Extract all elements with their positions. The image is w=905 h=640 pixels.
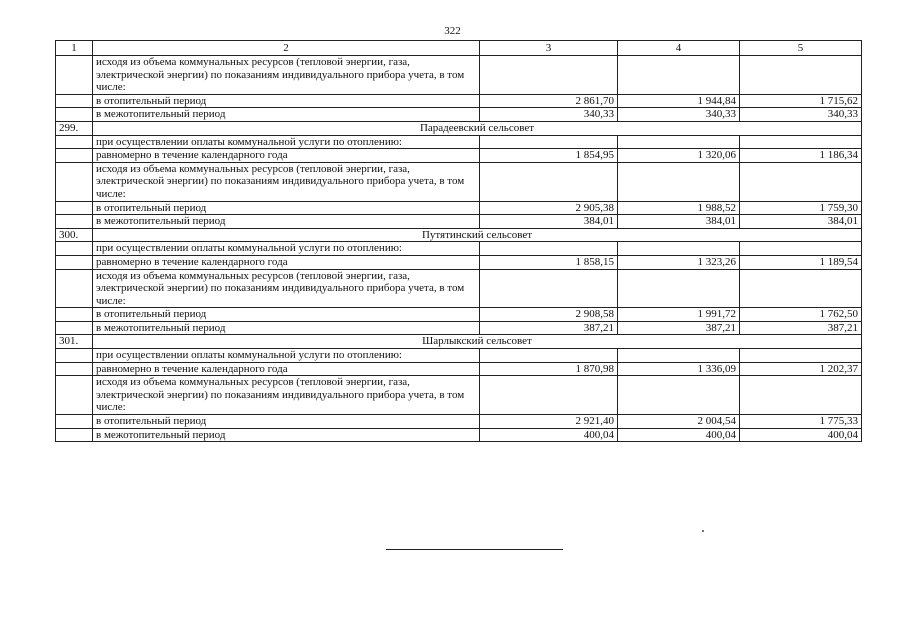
value-col-5: 387,21	[740, 321, 862, 335]
data-row	[56, 321, 862, 335]
section-number: 299.	[56, 121, 93, 135]
data-row	[56, 255, 862, 269]
row-label: в межотопительный период	[93, 428, 480, 442]
data-row	[56, 108, 862, 122]
data-row	[56, 149, 862, 163]
value-col-3	[480, 376, 618, 415]
value-col-3	[480, 242, 618, 256]
row-index-cell	[56, 415, 93, 429]
row-index-cell	[56, 255, 93, 269]
value-col-5: 340,33	[740, 108, 862, 122]
text-row	[56, 242, 862, 256]
section-row	[56, 335, 862, 349]
value-col-4: 1 323,26	[618, 255, 740, 269]
row-index-cell	[56, 428, 93, 442]
data-row	[56, 428, 862, 442]
value-col-5	[740, 349, 862, 363]
row-label: равномерно в течение календарного года	[93, 362, 480, 376]
value-col-4: 387,21	[618, 321, 740, 335]
row-label: при осуществлении оплаты коммунальной услуги по отоплению:	[93, 135, 480, 149]
row-index-cell	[56, 162, 93, 201]
value-col-3: 2 921,40	[480, 415, 618, 429]
value-col-3	[480, 269, 618, 308]
column-header-3: 3	[480, 41, 618, 56]
text-row	[56, 162, 862, 201]
text-row	[56, 56, 862, 95]
row-index-cell	[56, 269, 93, 308]
text-row	[56, 269, 862, 308]
value-col-5: 1 186,34	[740, 149, 862, 163]
value-col-4	[618, 162, 740, 201]
row-index-cell	[56, 242, 93, 256]
data-row	[56, 201, 862, 215]
value-col-3	[480, 135, 618, 149]
data-row	[56, 94, 862, 108]
row-label: в отопительный период	[93, 201, 480, 215]
value-col-3: 400,04	[480, 428, 618, 442]
row-index-cell	[56, 376, 93, 415]
row-label: равномерно в течение календарного года	[93, 255, 480, 269]
row-label: при осуществлении оплаты коммунальной услуги по отоплению:	[93, 242, 480, 256]
row-label: в межотопительный период	[93, 321, 480, 335]
value-col-3: 340,33	[480, 108, 618, 122]
value-col-4: 1 991,72	[618, 308, 740, 322]
value-col-3: 1 870,98	[480, 362, 618, 376]
value-col-4: 1 944,84	[618, 94, 740, 108]
value-col-3: 384,01	[480, 215, 618, 229]
data-row	[56, 308, 862, 322]
row-label: исходя из объема коммунальных ресурсов (тепловой энергии, газа, электрической энергии) по показаниям индивидуального прибора учета, в том числе:	[93, 269, 480, 308]
section-row	[56, 121, 862, 135]
row-label: равномерно в течение календарного года	[93, 149, 480, 163]
value-col-5	[740, 376, 862, 415]
row-label: в межотопительный период	[93, 215, 480, 229]
value-col-5: 384,01	[740, 215, 862, 229]
row-index-cell	[56, 308, 93, 322]
value-col-4	[618, 135, 740, 149]
value-col-3: 2 861,70	[480, 94, 618, 108]
section-number: 300.	[56, 228, 93, 242]
section-title: Путятинский сельсовет	[93, 228, 862, 242]
value-col-3: 2 905,38	[480, 201, 618, 215]
column-header-4: 4	[618, 41, 740, 56]
column-header-5: 5	[740, 41, 862, 56]
row-index-cell	[56, 56, 93, 95]
value-col-3: 387,21	[480, 321, 618, 335]
value-col-5: 1 775,33	[740, 415, 862, 429]
value-col-4	[618, 349, 740, 363]
text-row	[56, 349, 862, 363]
value-col-4: 400,04	[618, 428, 740, 442]
value-col-5	[740, 162, 862, 201]
section-row	[56, 228, 862, 242]
row-label: в межотопительный период	[93, 108, 480, 122]
value-col-3	[480, 349, 618, 363]
section-title: Парадеевский сельсовет	[93, 121, 862, 135]
value-col-4: 1 336,09	[618, 362, 740, 376]
value-col-3	[480, 56, 618, 95]
row-label: при осуществлении оплаты коммунальной услуги по отоплению:	[93, 349, 480, 363]
section-title: Шарлыкский сельсовет	[93, 335, 862, 349]
column-header-2: 2	[93, 41, 480, 56]
value-col-5: 1 762,50	[740, 308, 862, 322]
value-col-5: 1 189,54	[740, 255, 862, 269]
value-col-4	[618, 56, 740, 95]
row-label: исходя из объема коммунальных ресурсов (тепловой энергии, газа, электрической энергии) по показаниям индивидуального прибора учета, в том числе:	[93, 376, 480, 415]
row-index-cell	[56, 362, 93, 376]
value-col-5	[740, 269, 862, 308]
row-label: в отопительный период	[93, 415, 480, 429]
section-number: 301.	[56, 335, 93, 349]
stray-dot	[702, 530, 704, 532]
row-index-cell	[56, 108, 93, 122]
value-col-4: 340,33	[618, 108, 740, 122]
row-index-cell	[56, 94, 93, 108]
data-row	[56, 215, 862, 229]
value-col-4	[618, 269, 740, 308]
footer-divider-line	[386, 549, 563, 550]
value-col-4: 1 988,52	[618, 201, 740, 215]
value-col-3: 1 854,95	[480, 149, 618, 163]
text-row	[56, 376, 862, 415]
value-col-3: 1 858,15	[480, 255, 618, 269]
row-label: в отопительный период	[93, 308, 480, 322]
value-col-5: 1 715,62	[740, 94, 862, 108]
value-col-5: 400,04	[740, 428, 862, 442]
row-index-cell	[56, 215, 93, 229]
row-index-cell	[56, 149, 93, 163]
value-col-4	[618, 242, 740, 256]
value-col-3: 2 908,58	[480, 308, 618, 322]
column-header-1: 1	[56, 41, 93, 56]
table-header-row	[56, 41, 862, 56]
value-col-5: 1 759,30	[740, 201, 862, 215]
row-label: в отопительный период	[93, 94, 480, 108]
value-col-4	[618, 376, 740, 415]
value-col-5	[740, 56, 862, 95]
value-col-3	[480, 162, 618, 201]
value-col-4: 2 004,54	[618, 415, 740, 429]
page-number: 322	[444, 25, 461, 37]
row-index-cell	[56, 135, 93, 149]
value-col-5: 1 202,37	[740, 362, 862, 376]
value-col-4: 1 320,06	[618, 149, 740, 163]
data-row	[56, 415, 862, 429]
row-index-cell	[56, 201, 93, 215]
row-index-cell	[56, 349, 93, 363]
value-col-5	[740, 242, 862, 256]
text-row	[56, 135, 862, 149]
row-index-cell	[56, 321, 93, 335]
value-col-4: 384,01	[618, 215, 740, 229]
tariff-table	[55, 40, 862, 442]
value-col-5	[740, 135, 862, 149]
row-label: исходя из объема коммунальных ресурсов (тепловой энергии, газа, электрической энергии) по показаниям индивидуального прибора учета, в том числе:	[93, 162, 480, 201]
row-label: исходя из объема коммунальных ресурсов (тепловой энергии, газа, электрической энергии) по показаниям индивидуального прибора учета, в том числе:	[93, 56, 480, 95]
data-row	[56, 362, 862, 376]
